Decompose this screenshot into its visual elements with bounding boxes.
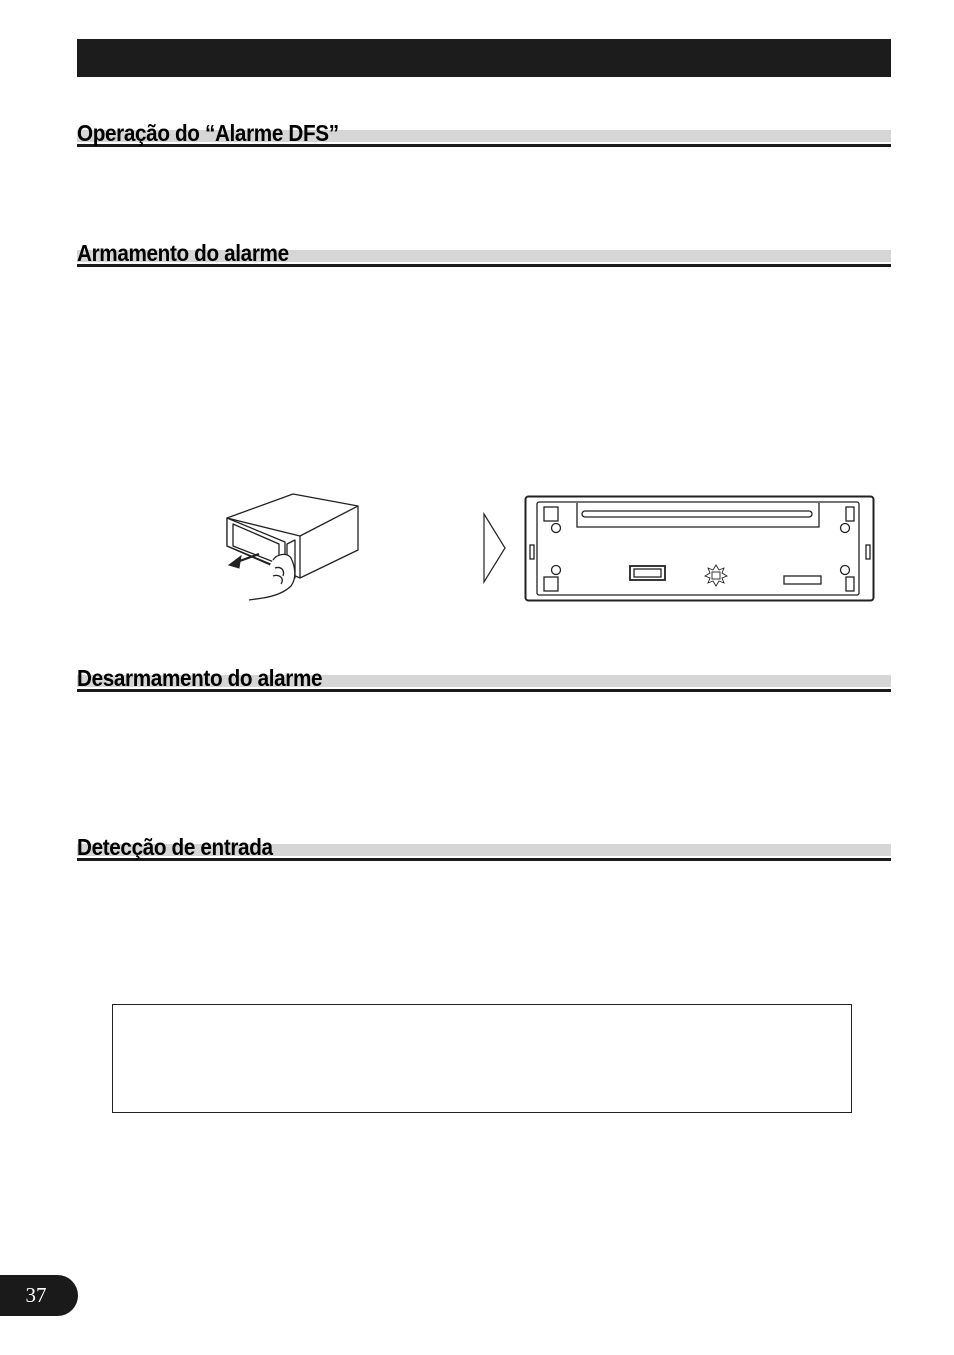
section-heading-deteccao	[77, 835, 891, 861]
section-title: Detecção de entrada	[77, 834, 273, 860]
front-panel-back-illustration	[524, 495, 876, 603]
section-title: Desarmamento do alarme	[77, 665, 323, 691]
section-title: Armamento do alarme	[77, 240, 289, 266]
remove-front-panel-illustration	[215, 488, 365, 608]
section-title: Operação do “Alarme DFS”	[77, 120, 339, 146]
note-box	[112, 1004, 852, 1113]
arrow-right-icon	[483, 512, 507, 584]
section-heading-armamento	[77, 241, 891, 267]
section-heading-desarmamento	[77, 666, 891, 692]
page-number: 37	[0, 1275, 78, 1316]
header-bar	[77, 39, 891, 77]
section-heading-operacao	[77, 121, 891, 147]
